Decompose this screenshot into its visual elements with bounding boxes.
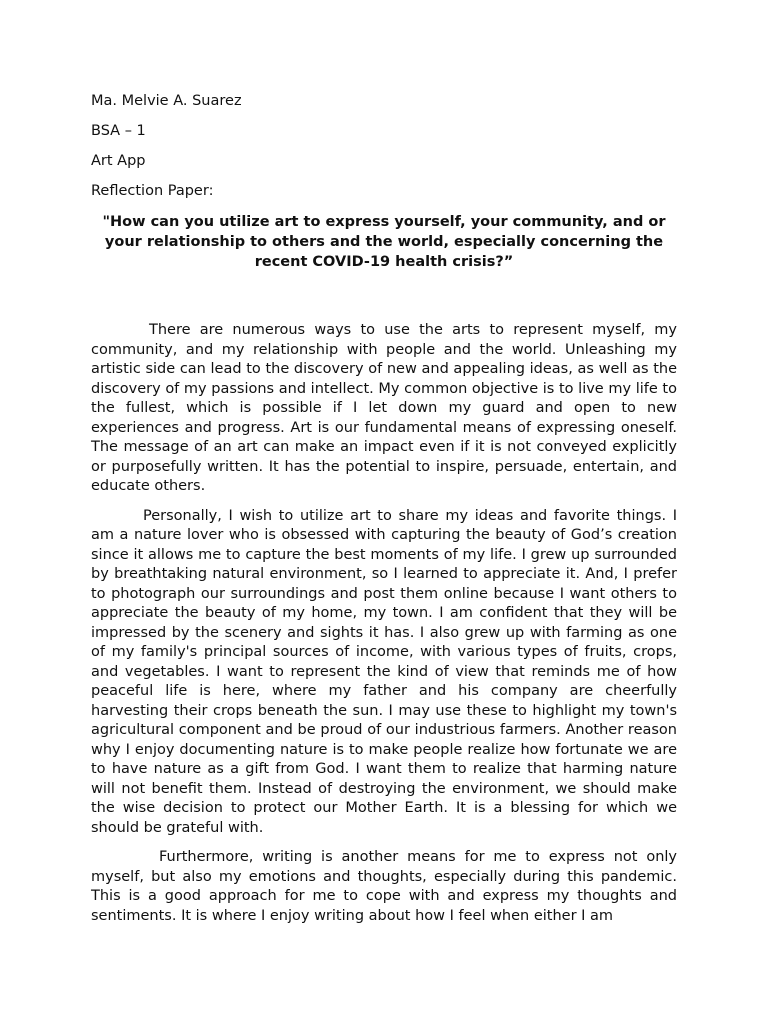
body-paragraph-2: Personally, I wish to utilize art to share my ideas and favorite things. I am a nature lover who is obsessed with capturing the beauty of God’s creation since it allows me to capture the best moments of my life. I grew up surrounded by breathtaking natural environment, so I learned to appreciate it. And, I prefer to photograph our surroundings and post them online because I want others to appreciate the beauty of my home, my town. I am confident that they will be impressed by the scenery and sights it has. I also grew up with farming as one of my family's principal sources of income, with various types of fruits, crops, and vegetables. I want to represent the kind of view that reminds me of how peaceful life is here, where my father and his company are cheerfully harvesting their crops beneath the sun. I may use these to highlight my town's agricultural component and be proud of our industrious farmers. Another reason why I enjoy documenting nature is to make people realize how fortunate we are to have nature as a gift from God. I want them to realize that harming nature will not benefit them. Instead of destroying the environment, we should make the wise decision to protect our Mother Earth. It is a blessing for which we should be grateful with. (91, 507, 677, 836)
body-paragraph-1: There are numerous ways to use the arts to represent myself, my community, and my relationship with people and the world. Unleashing my artistic side can lead to the discovery of new and appealing ideas, as well as the discovery of my passions and intellect. My common objective is to live my life to the fullest, which is possible if I let down my guard and open to new experiences and progress. Art is our fundamental means of expressing oneself. The message of an art can make an impact even if it is not conveyed explicitly or purposefully written. It has the potential to inspire, persuade, entertain, and educate others. (91, 322, 677, 494)
body-paragraph-3: Furthermore, writing is another means for me to express not only myself, but also my emotions and thoughts, especially during this pandemic. This is a good approach for me to cope with and express my thoughts and sentiments. It is where I enjoy writing about how I feel when either I am (91, 849, 677, 924)
reflection-question: "How can you utilize art to express yourself, your community, and or your relationship to others and the world, especially concerning the recent COVID-19 health crisis?” (102, 214, 666, 270)
subject-name: Art App (91, 153, 146, 169)
spacer (91, 272, 677, 321)
document-type: Reflection Paper: (91, 183, 214, 199)
document-page (91, 92, 677, 936)
course-section: BSA – 1 (91, 123, 146, 139)
author-name: Ma. Melvie A. Suarez (91, 93, 242, 109)
